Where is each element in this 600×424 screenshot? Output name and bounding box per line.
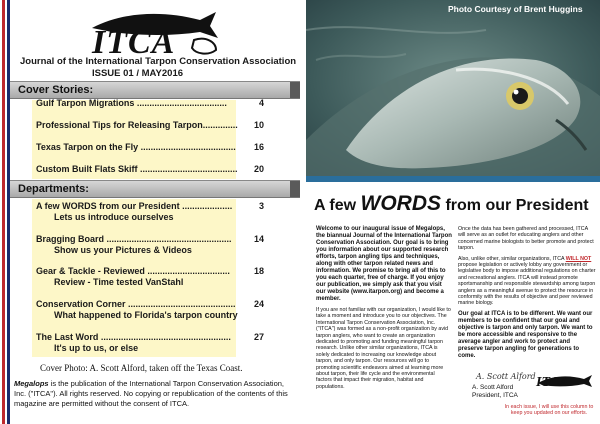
dept-item-last-word[interactable]: The Last Word .................................................... (36, 332, 231, 342)
president-words-banner (306, 176, 600, 222)
departments-bar (10, 180, 300, 198)
toc-item-gulf-tarpon[interactable]: Gulf Tarpon Migrations .................................... (36, 98, 227, 108)
bar-tab (290, 82, 300, 98)
toc-page: 10 (253, 120, 264, 130)
left-navy-stripe (7, 0, 10, 424)
dept-sub: Lets us introduce ourselves (54, 212, 174, 222)
banner-prefix: A few (314, 197, 361, 214)
toc-page: 4 (258, 98, 264, 108)
banner-suffix: from our President (441, 197, 589, 214)
letter-lead: Welcome to our inaugural issue of Megalops, the biannual Journal of the International Tarpon Conservation Association. Our goal is to bring you information about our supported research efforts, tarpon angling tips and techniques, along with other tarpon related news and information. We promise to bring all of this to you each quarter, free of charge. If you enjoy our publication, we simply ask that you visit our website (www.itarpon.org) and become a member. (316, 226, 452, 302)
legal-text: is the publication of the International Tarpon Conservation Association, Inc. ("ITCA"). All rights reserved. No copying or republication of the contents of this magazine are permitted without the consent of ITCA. (14, 379, 288, 408)
small-logo-wordmark: ITCA (536, 375, 569, 390)
toc-page: 16 (253, 142, 264, 152)
cover-stories-heading: Cover Stories: (18, 84, 94, 96)
toc-item-flats-skiff[interactable]: Custom Built Flats Skiff ....................................... (36, 164, 238, 174)
signature: A. Scott Alford (476, 372, 536, 381)
photo-credit: Photo Courtesy of Brent Huggins (448, 4, 583, 14)
signatory-title: President, ITCA (472, 392, 518, 399)
signatory-name: A. Scott Alford (472, 384, 514, 391)
dept-item-bragging-board[interactable]: Bragging Board .................................................. (36, 234, 232, 244)
letter-para-2a: Also, unlike other, similar organizations, ITCA (458, 255, 566, 262)
toc-page: 27 (253, 332, 264, 342)
toc-item-texas-tarpon[interactable]: Texas Tarpon on the Fly ...................................... (36, 142, 236, 152)
brand-name: Megalops (14, 379, 49, 388)
signatory (472, 384, 518, 400)
letter-para-2 (458, 256, 596, 307)
letter-para-1: Once the data has been gathered and processed, ITCA will serve as an outlet for educating anglers and other concerned marine biologists to better promote and protect tarpon. (458, 226, 594, 252)
bar-tab (290, 181, 300, 197)
dept-sub: What happened to Florida's tarpon country (54, 310, 238, 320)
legal-notice (14, 379, 296, 409)
journal-title: Journal of the International Tarpon Conservation Association (20, 56, 297, 67)
dept-sub: Review - Time tested VanStahl (54, 277, 184, 287)
cover-photo-caption: Cover Photo: A. Scott Alford, taken off the Texas Coast. (40, 363, 243, 373)
toc-page: 14 (253, 234, 264, 244)
letter-para-2b: propose legislation or actively lobby any government or legislative body to impose additional regulations on charter and recreational anglers. ITCA will instead promote sportsmanship and responsible stewardship among tarpon anglers as a meaningful avenue to protect the resource in conformity with the results of objective and peer reviewed marine biology. (458, 262, 596, 307)
letter-body: If you are not familiar with our organization, I would like to take a moment and introduce you to our objectives. The International Tarpon Conservation Association, Inc. ("ITCA") was formed as a non-profit organization by avid tarpon anglers, who want to create an organization dedicated to promoting and funding meaningful tarpon research. Unlike other similar organizations, ITCA is solely dedicated to increasing our knowledge about tarpon, and only tarpon. Our resources will go to promoting scientific endeavors aimed at learning more about tarpon, their life cycle and the environmental factors that impact their migration, habitat and populations. (316, 307, 451, 390)
banner-title (314, 192, 589, 216)
letter-column-1 (316, 226, 452, 394)
logo-wordmark: ITCA (92, 24, 176, 61)
toc-page: 18 (253, 266, 264, 276)
toc-page: 24 (253, 299, 264, 309)
dept-sub: It's up to us, or else (54, 343, 139, 353)
toc-page: 3 (258, 201, 264, 211)
dept-item-words[interactable]: A few WORDS from our President .................... (36, 201, 233, 211)
banner-big-word: WORDS (360, 192, 442, 215)
letter-column-2 (458, 226, 596, 364)
will-not-text: WILL NOT (565, 255, 592, 262)
dept-item-gear-tackle[interactable]: Gear & Tackle - Reviewed ................................. (36, 266, 230, 276)
letter-goal: Our goal at ITCA is to be different. We want our members to be confident that our goal and objective is tarpon and only tarpon. We want to be more accessible and responsive to the average angler and work to protect and preserve tarpon angling for generations to come. (458, 310, 593, 359)
toc-page: 20 (253, 164, 264, 174)
dept-sub: Show us your Pictures & Videos (54, 245, 192, 255)
column-note: In each issue, I will use this column to keep you updated on our efforts. (504, 404, 594, 417)
departments-heading: Departments: (18, 183, 89, 195)
issue-label: ISSUE 01 / MAY2016 (92, 68, 184, 79)
tarpon-photo (306, 0, 600, 176)
left-red-stripe (2, 0, 5, 424)
dept-item-conservation-corner[interactable]: Conservation Corner ........................................... (36, 299, 236, 309)
cover-stories-bar (10, 81, 300, 99)
toc-item-releasing-tarpon[interactable]: Professional Tips for Releasing Tarpon.............. (36, 120, 238, 130)
